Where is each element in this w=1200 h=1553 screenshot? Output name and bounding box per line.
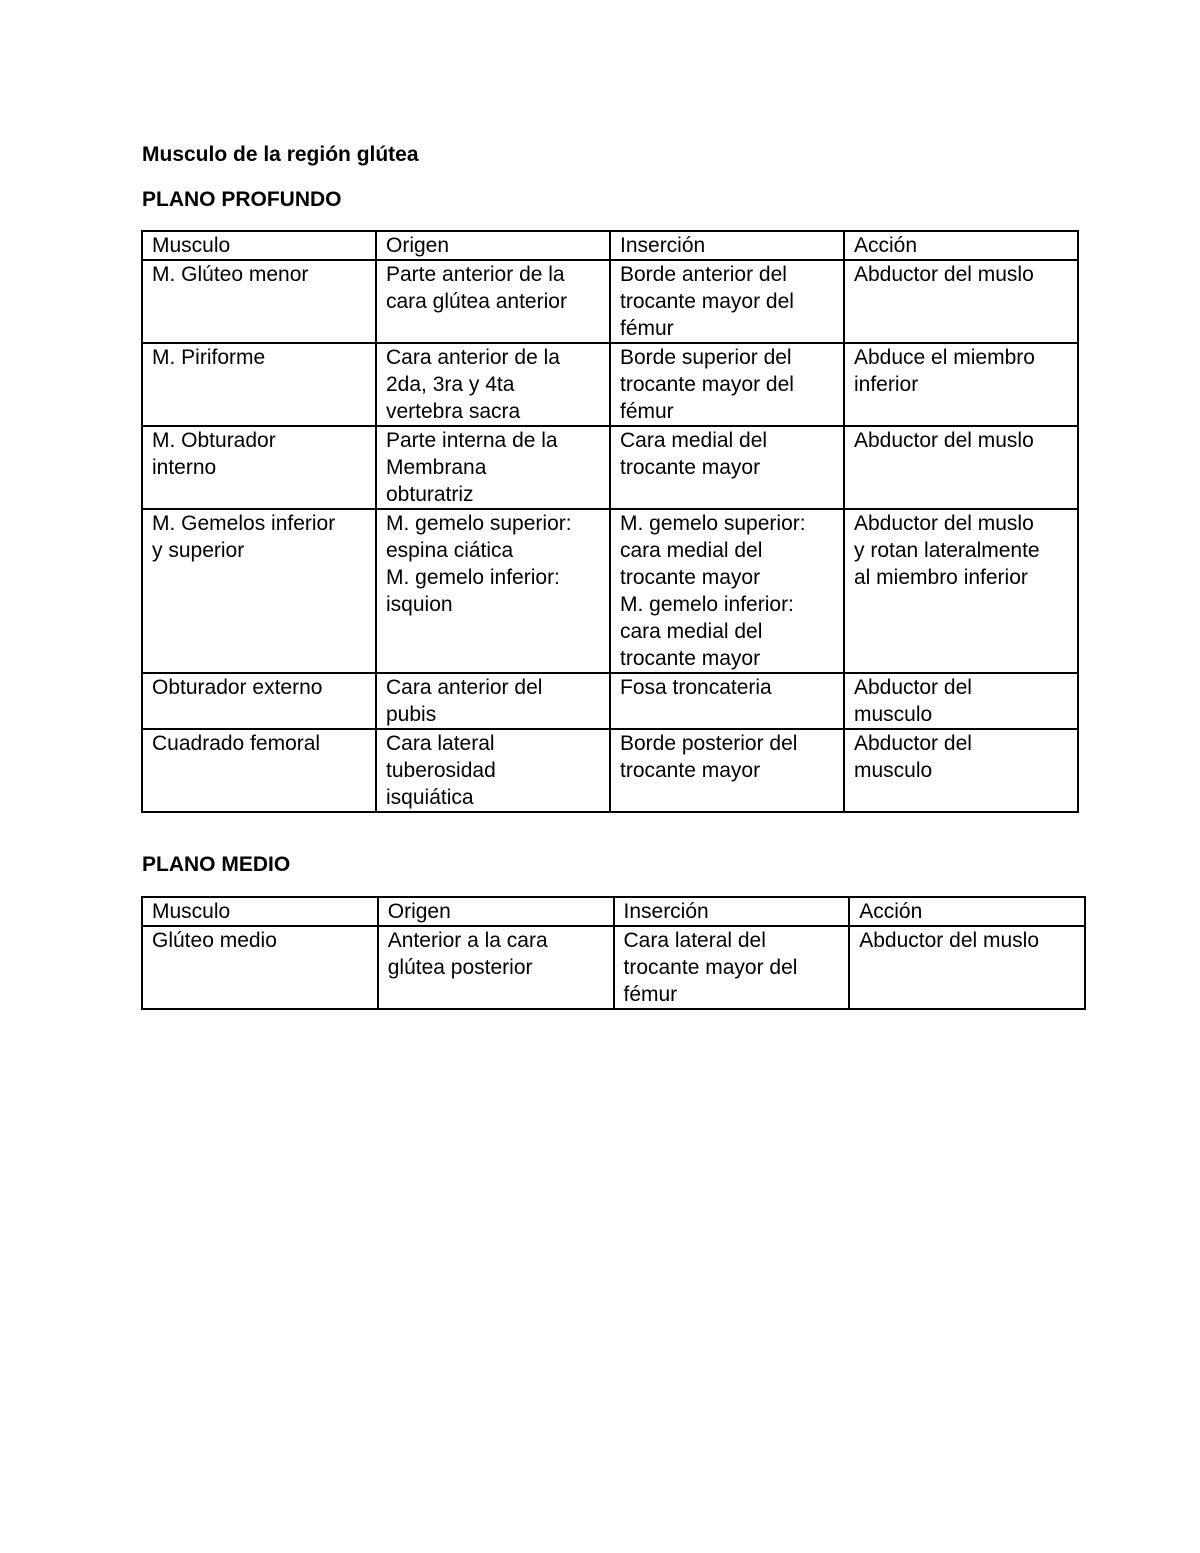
- cell-insercion: M. gemelo superior: cara medial del trocante mayor M. gemelo inferior: cara medial del trocante mayor: [610, 509, 844, 673]
- column-header-musculo: Musculo: [142, 231, 376, 260]
- table-header-row: [142, 897, 1085, 926]
- cell-insercion: Borde anterior del trocante mayor del fémur: [610, 260, 844, 343]
- cell-insercion: Cara lateral del trocante mayor del fémur: [614, 926, 850, 1009]
- table-row: [142, 673, 1078, 729]
- table-plano-profundo: [141, 230, 1079, 813]
- cell-accion: Abductor del musculo: [844, 673, 1078, 729]
- cell-musculo: Glúteo medio: [142, 926, 378, 1009]
- cell-insercion: Fosa troncateria: [610, 673, 844, 729]
- cell-origen: M. gemelo superior: espina ciática M. gemelo inferior: isquion: [376, 509, 610, 673]
- cell-insercion: Borde superior del trocante mayor del fémur: [610, 343, 844, 426]
- column-header-insercion: Inserción: [614, 897, 850, 926]
- cell-accion: Abductor del muslo: [844, 260, 1078, 343]
- cell-musculo: M. Gemelos inferior y superior: [142, 509, 376, 673]
- cell-musculo: Cuadrado femoral: [142, 729, 376, 812]
- column-header-insercion: Inserción: [610, 231, 844, 260]
- column-header-accion: Acción: [844, 231, 1078, 260]
- table-row: [142, 343, 1078, 426]
- table-row: [142, 509, 1078, 673]
- column-header-origen: Origen: [378, 897, 614, 926]
- column-header-origen: Origen: [376, 231, 610, 260]
- table-header-row: [142, 231, 1078, 260]
- section-heading-plano-medio: PLANO MEDIO: [142, 853, 291, 876]
- cell-origen: Cara anterior de la 2da, 3ra y 4ta vertebra sacra: [376, 343, 610, 426]
- cell-accion: Abductor del muslo: [844, 426, 1078, 509]
- cell-musculo: Obturador externo: [142, 673, 376, 729]
- column-header-musculo: Musculo: [142, 897, 378, 926]
- cell-insercion: Borde posterior del trocante mayor: [610, 729, 844, 812]
- table-row: [142, 926, 1085, 1009]
- table-row: [142, 729, 1078, 812]
- table-plano-medio: [141, 896, 1086, 1010]
- cell-origen: Cara anterior del pubis: [376, 673, 610, 729]
- table-row: [142, 260, 1078, 343]
- document-title: Musculo de la región glútea: [142, 143, 419, 166]
- cell-musculo: M. Obturador interno: [142, 426, 376, 509]
- column-header-accion: Acción: [849, 897, 1085, 926]
- cell-musculo: M. Piriforme: [142, 343, 376, 426]
- cell-accion: Abductor del muslo: [849, 926, 1085, 1009]
- cell-origen: Parte interna de la Membrana obturatriz: [376, 426, 610, 509]
- cell-origen: Cara lateral tuberosidad isquiática: [376, 729, 610, 812]
- cell-accion: Abductor del muslo y rotan lateralmente al miembro inferior: [844, 509, 1078, 673]
- table-row: [142, 426, 1078, 509]
- cell-accion: Abduce el miembro inferior: [844, 343, 1078, 426]
- cell-origen: Anterior a la cara glútea posterior: [378, 926, 614, 1009]
- cell-musculo: M. Glúteo menor: [142, 260, 376, 343]
- cell-insercion: Cara medial del trocante mayor: [610, 426, 844, 509]
- cell-accion: Abductor del musculo: [844, 729, 1078, 812]
- cell-origen: Parte anterior de la cara glútea anterior: [376, 260, 610, 343]
- section-heading-plano-profundo: PLANO PROFUNDO: [142, 188, 342, 211]
